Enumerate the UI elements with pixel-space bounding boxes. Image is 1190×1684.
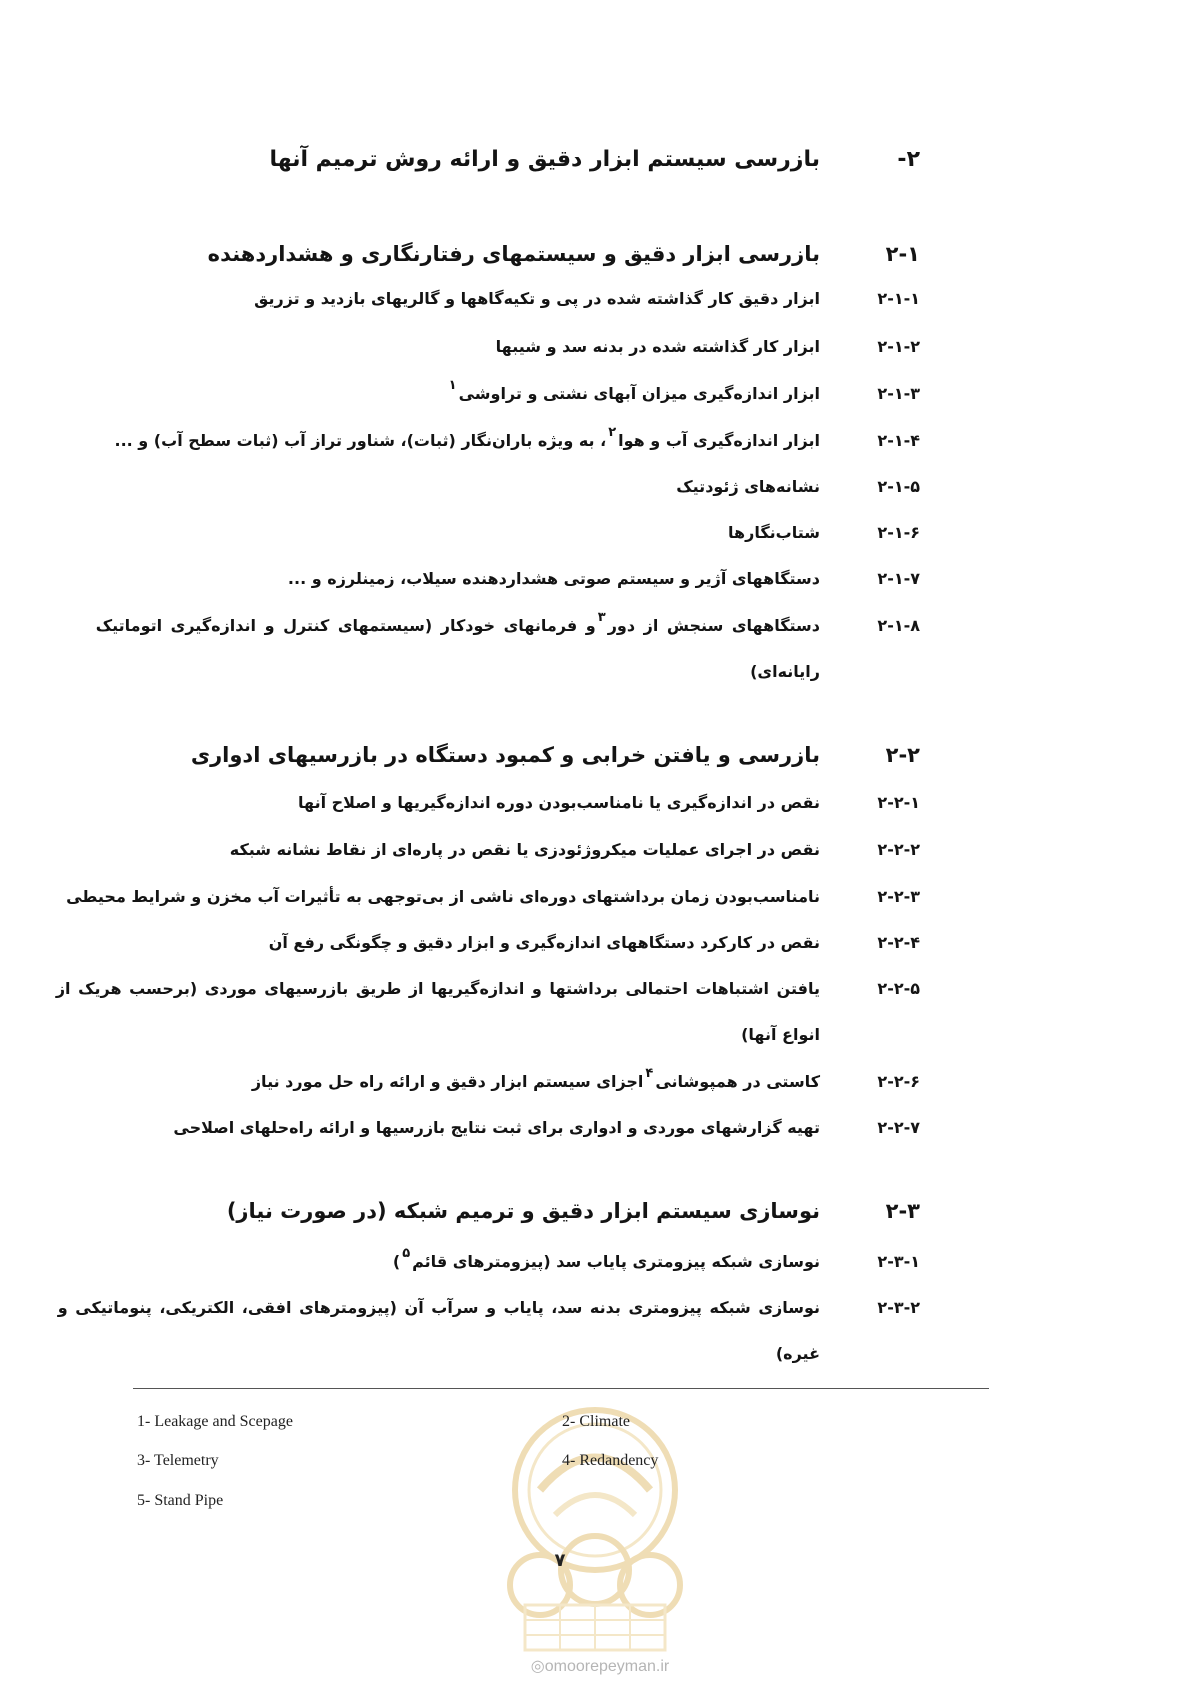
item-number: ۲-۲-۷	[877, 1118, 920, 1137]
item-text: دستگاههای آژیر و سیستم صوتی هشداردهنده سیلاب، زمینلرزه و ...	[287, 569, 820, 588]
item-number: ۲-۲-۴	[877, 933, 920, 952]
watermark-logo-icon	[470, 1395, 720, 1660]
item-number: ۲-۱-۳	[877, 384, 920, 403]
chapter-title: بازرسی سیستم ابزار دقیق و ارائه روش ترمیم آنها	[269, 147, 820, 172]
page-number: ۷	[554, 1550, 566, 1571]
item-number: ۲-۲-۱	[877, 793, 920, 812]
item-number: ۲-۲-۳	[877, 887, 920, 906]
section-title: نوسازی سیستم ابزار دقیق و ترمیم شبکه (در صورت نیاز)	[226, 1199, 820, 1223]
item-number: ۲-۱-۴	[877, 431, 920, 450]
item-number: ۲-۳-۲	[877, 1298, 920, 1317]
footnote-ref: ۳	[597, 610, 606, 625]
item-text-continued: رایانه‌ای)	[750, 662, 820, 681]
item-number: ۲-۲-۵	[877, 979, 920, 998]
section-number: ۲-۱	[885, 242, 920, 266]
item-number: ۲-۱-۱	[877, 289, 920, 308]
item-text: ابزار اندازه‌گیری آب و هوا$^۲$، به ویژه باران‌نگار (ثبات)، شناور تراز آب (ثبات سطح آب) و ...	[114, 425, 820, 450]
item-text: نامناسب‌بودن زمان برداشتهای دوره‌ای ناشی از بی‌توجهی به تأثیرات آب مخزن و شرایط محیطی	[66, 887, 820, 906]
footnote-divider	[133, 1388, 989, 1389]
footnote: 3- Telemetry	[137, 1452, 219, 1469]
footnote: 2- Climate	[562, 1413, 630, 1430]
globe-icon: ◎	[530, 1658, 545, 1675]
item-text-continued: غیره)	[775, 1344, 820, 1363]
item-text: یافتن اشتباهات احتمالی برداشتها و اندازه‌گیریها از طریق بازرسیهای موردی (برحسب هریک از	[55, 979, 820, 998]
item-number: ۲-۱-۶	[877, 523, 920, 542]
item-number: ۲-۱-۲	[877, 337, 920, 356]
item-text: ابزار کار گذاشته شده در بدنه سد و شیبها	[495, 337, 820, 356]
item-text: نوسازی شبکه پیزومتری بدنه سد، پایاب و سرآب آن (پیزومترهای افقی، الکتریکی، پنوماتیکی و	[57, 1298, 820, 1317]
item-text: ابزار دقیق کار گذاشته شده در پی و تکیه‌گاهها و گالریهای بازدید و تزریق	[254, 289, 820, 308]
section-title: بازرسی و یافتن خرابی و کمبود دستگاه در بازرسیهای ادواری	[190, 743, 820, 767]
item-text-continued: انواع آنها)	[741, 1025, 820, 1044]
item-number: ۲-۱-۵	[877, 477, 920, 496]
item-text: کاستی در همپوشانی$^۴$اجزای سیستم ابزار دقیق و ارائه راه حل مورد نیاز	[251, 1066, 820, 1091]
item-number: ۲-۱-۷	[877, 569, 920, 588]
footnote: 1- Leakage and Scepage	[137, 1413, 293, 1430]
item-number: ۲-۲-۶	[877, 1072, 920, 1091]
footnote: 4- Redandency	[562, 1452, 659, 1469]
footnote-ref: ۵	[402, 1246, 411, 1261]
footnote: 5- Stand Pipe	[137, 1492, 224, 1509]
item-text: دستگاههای سنجش از دور$^۳$و فرمانهای خودکار (سیستمهای کنترل و اندازه‌گیری اتوماتیک	[95, 610, 820, 635]
item-text: نشانه‌های ژئودتیک	[676, 477, 820, 496]
item-number: ۲-۱-۸	[877, 616, 920, 635]
item-number: ۲-۳-۱	[877, 1252, 920, 1271]
item-text: ابزار اندازه‌گیری میزان آبهای نشتی و تراوشی$^۱$	[448, 378, 820, 403]
item-text: شتاب‌نگارها	[728, 523, 820, 542]
watermark-url: ◎omoorepeyman.ir	[530, 1658, 670, 1675]
section-title: بازرسی ابزار دقیق و سیستمهای رفتارنگاری و هشداردهنده	[207, 242, 820, 266]
chapter-number: ۲-	[897, 147, 920, 172]
section-number: ۲-۲	[885, 743, 920, 767]
item-number: ۲-۲-۲	[877, 840, 920, 859]
item-text: نوسازی شبکه پیزومتری پایاب سد (پیزومترهای قائم$^۵$)	[392, 1246, 820, 1271]
item-text: نقص در اجرای عملیات میکروژئودزی یا نقص در پاره‌ای از نقاط نشانه شبکه	[229, 840, 820, 859]
item-text: تهیه گزارشهای موردی و ادواری برای ثبت نتایج بازرسیها و ارائه راه‌حلهای اصلاحی	[173, 1118, 820, 1137]
item-text: نقص در کارکرد دستگاههای اندازه‌گیری و ابزار دقیق و چگونگی رفع آن	[268, 933, 820, 952]
item-text: نقص در اندازه‌گیری یا نامناسب‌بودن دوره اندازه‌گیریها و اصلاح آنها	[298, 793, 820, 812]
section-number: ۲-۳	[885, 1199, 920, 1223]
footnote-ref: ۱	[448, 378, 457, 393]
footnote-ref: ۲	[608, 425, 617, 440]
footnote-ref: ۴	[645, 1066, 654, 1081]
